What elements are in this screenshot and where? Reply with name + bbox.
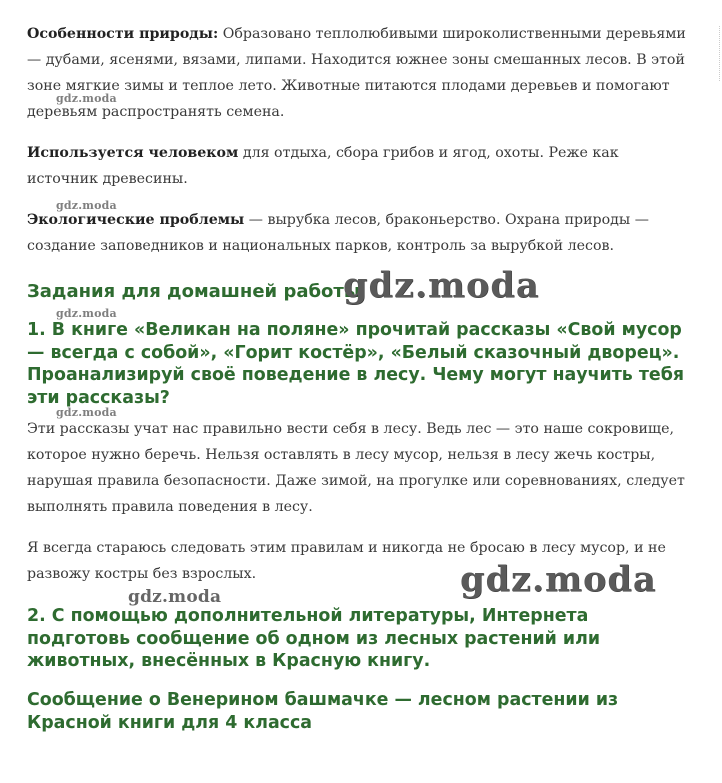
paragraph-nature-features (27, 21, 687, 125)
text-human-use: для отдыха, сбора грибов и ягод, охоты. Реже как источник древесины. (27, 145, 619, 187)
label-human-use: Используется человеком (27, 145, 239, 161)
task-1-heading: 1. В книге «Великан на поляне» прочитай рассказы «Свой мусор — всегда с собой», «Горит костёр», «Белый сказочный дворец». Проанализируй своё поведение в лесу. Чему могут научить тебя эти рассказы? (27, 320, 685, 408)
page-edge (709, 26, 720, 81)
watermark-small: gdz.moda (56, 199, 117, 212)
label-eco-problems: Экологические проблемы (27, 212, 245, 228)
text-nature-features: Образовано теплолюбивыми широколиственными деревьями — дубами, ясенями, вязами, липами. Находится южнее зоны смешанных лесов. В этой зоне мягкие зимы и теплое лето. Животные питаются плодами деревьев и помогают деревьям распространять семена. (27, 26, 686, 120)
paragraph-eco-problems (27, 207, 687, 259)
heading-homework: Задания для домашней работы (27, 281, 361, 302)
watermark-small: gdz.moda (56, 307, 117, 320)
answer-1-paragraph-2: Я всегда стараюсь следовать этим правилам и никогда не бросаю в лесу мусор, и не развожу костры без взрослых. (27, 540, 666, 582)
watermark-small: gdz.moda (56, 92, 117, 105)
watermark-large: gdz.moda (460, 559, 657, 600)
watermark-small: gdz.moda (56, 406, 117, 419)
label-nature-features: Особенности природы: (27, 26, 219, 42)
paragraph-human-use (27, 140, 687, 192)
text-eco-problems: — вырубка лесов, браконьерство. Охрана природы — создание заповедников и национальных парков, контроль за вырубкой лесов. (27, 212, 649, 254)
message-heading: Сообщение о Венерином башмачке — лесном растении из Красной книги для 4 класса (27, 690, 619, 733)
task-2-heading: 2. С помощью дополнительной литературы, Интернета подготовь сообщение об одном из лесных растений или животных, внесённых в Красную книгу. (27, 606, 601, 671)
watermark-medium: gdz.moda (128, 587, 222, 607)
watermark-large: gdz.moda (343, 265, 540, 306)
answer-1-paragraph-1: Эти рассказы учат нас правильно вести себя в лесу. Ведь лес — это наше сокровище, которое нужно беречь. Нельзя оставлять в лесу мусор, нельзя в лесу жечь костры, нарушая правила безопасности. Даже зимой, на прогулке или соревнованиях, следует выполнять правила поведения в лесу. (27, 421, 685, 515)
